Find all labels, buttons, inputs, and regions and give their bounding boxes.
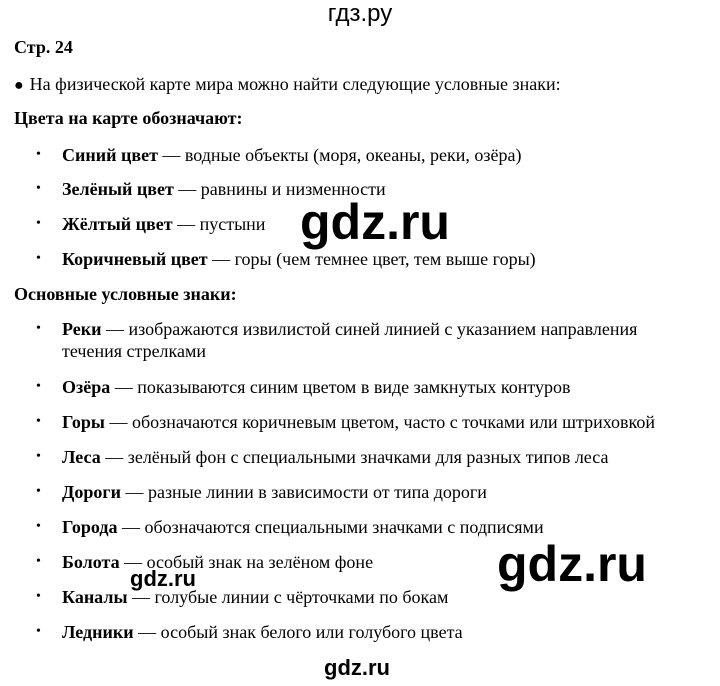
list-item-rivers xyxy=(36,318,692,362)
bullet-icon: • xyxy=(36,147,41,162)
list-item-brown xyxy=(36,248,712,270)
bullet-icon: • xyxy=(36,624,41,639)
signs-heading: Основные условные знаки: xyxy=(14,284,237,304)
bullet-icon: • xyxy=(36,251,41,266)
bullet-icon: • xyxy=(36,589,41,604)
watermark: gdz.ru xyxy=(130,566,196,591)
page-label: Стр. 24 xyxy=(14,37,73,57)
item-desc: — показываются синим цветом в виде замкнутых контуров xyxy=(110,377,571,397)
item-term: Синий цвет xyxy=(62,145,158,165)
list-item-cities xyxy=(36,516,712,538)
item-term: Леса xyxy=(62,447,101,467)
item-desc: — равнины и низменности xyxy=(173,179,386,199)
item-term: Реки xyxy=(62,319,102,339)
item-desc: — особый знак белого или голубого цвета xyxy=(133,622,463,642)
item-desc: — обозначаются коричневым цветом, часто с точками или штриховкой xyxy=(104,412,655,432)
colors-heading: Цвета на карте обозначают: xyxy=(14,108,243,128)
item-desc: — голубые линии с чёрточками по бокам xyxy=(127,587,449,607)
watermark: gdz.ru xyxy=(497,536,647,592)
list-item-blue xyxy=(36,144,712,166)
item-term: Дороги xyxy=(62,482,121,502)
item-desc: — разные линии в зависимости от типа дороги xyxy=(120,482,487,502)
list-item-mountains xyxy=(36,411,712,433)
item-desc: — горы (чем темнее цвет, тем выше горы) xyxy=(207,249,536,269)
item-desc: — пустыни xyxy=(172,214,266,234)
item-desc: — изображаются извилистой синей линией с указанием направления течения стрелками xyxy=(62,319,638,361)
intro-bullet: ● xyxy=(14,77,24,94)
bullet-icon: • xyxy=(36,484,41,499)
list-item-glaciers xyxy=(36,621,712,643)
item-desc: — особый знак на зелёном фоне xyxy=(119,552,374,572)
site-header[interactable]: гдз.ру xyxy=(327,0,393,27)
item-desc: — водные объекты (моря, океаны, реки, озёра) xyxy=(157,145,522,165)
item-term: Горы xyxy=(62,412,105,432)
item-term: Озёра xyxy=(62,377,111,397)
bullet-icon: • xyxy=(36,519,41,534)
list-item-lakes xyxy=(36,376,712,398)
item-desc: — обозначаются специальными значками с подписями xyxy=(117,517,544,537)
item-term: Города xyxy=(62,517,118,537)
bullet-icon: • xyxy=(36,414,41,429)
item-term: Зелёный цвет xyxy=(62,179,174,199)
item-term: Коричневый цвет xyxy=(62,249,208,269)
list-item-forests xyxy=(36,446,712,468)
intro-text: На физической карте мира можно найти следующие условные знаки: xyxy=(29,74,561,94)
bullet-icon: • xyxy=(36,554,41,569)
item-term: Каналы xyxy=(62,587,128,607)
watermark: gdz.ru xyxy=(324,655,390,680)
bullet-icon: • xyxy=(36,449,41,464)
intro-line xyxy=(14,74,561,95)
list-item-roads xyxy=(36,481,712,503)
item-term: Ледники xyxy=(62,622,134,642)
bullet-icon: • xyxy=(36,321,41,336)
bullet-icon: • xyxy=(36,379,41,394)
item-term: Жёлтый цвет xyxy=(62,214,173,234)
watermark: gdz.ru xyxy=(300,194,450,250)
item-term: Болота xyxy=(62,552,120,572)
item-desc: — зелёный фон с специальными значками для разных типов леса xyxy=(100,447,609,467)
bullet-icon: • xyxy=(36,181,41,196)
bullet-icon: • xyxy=(36,216,41,231)
